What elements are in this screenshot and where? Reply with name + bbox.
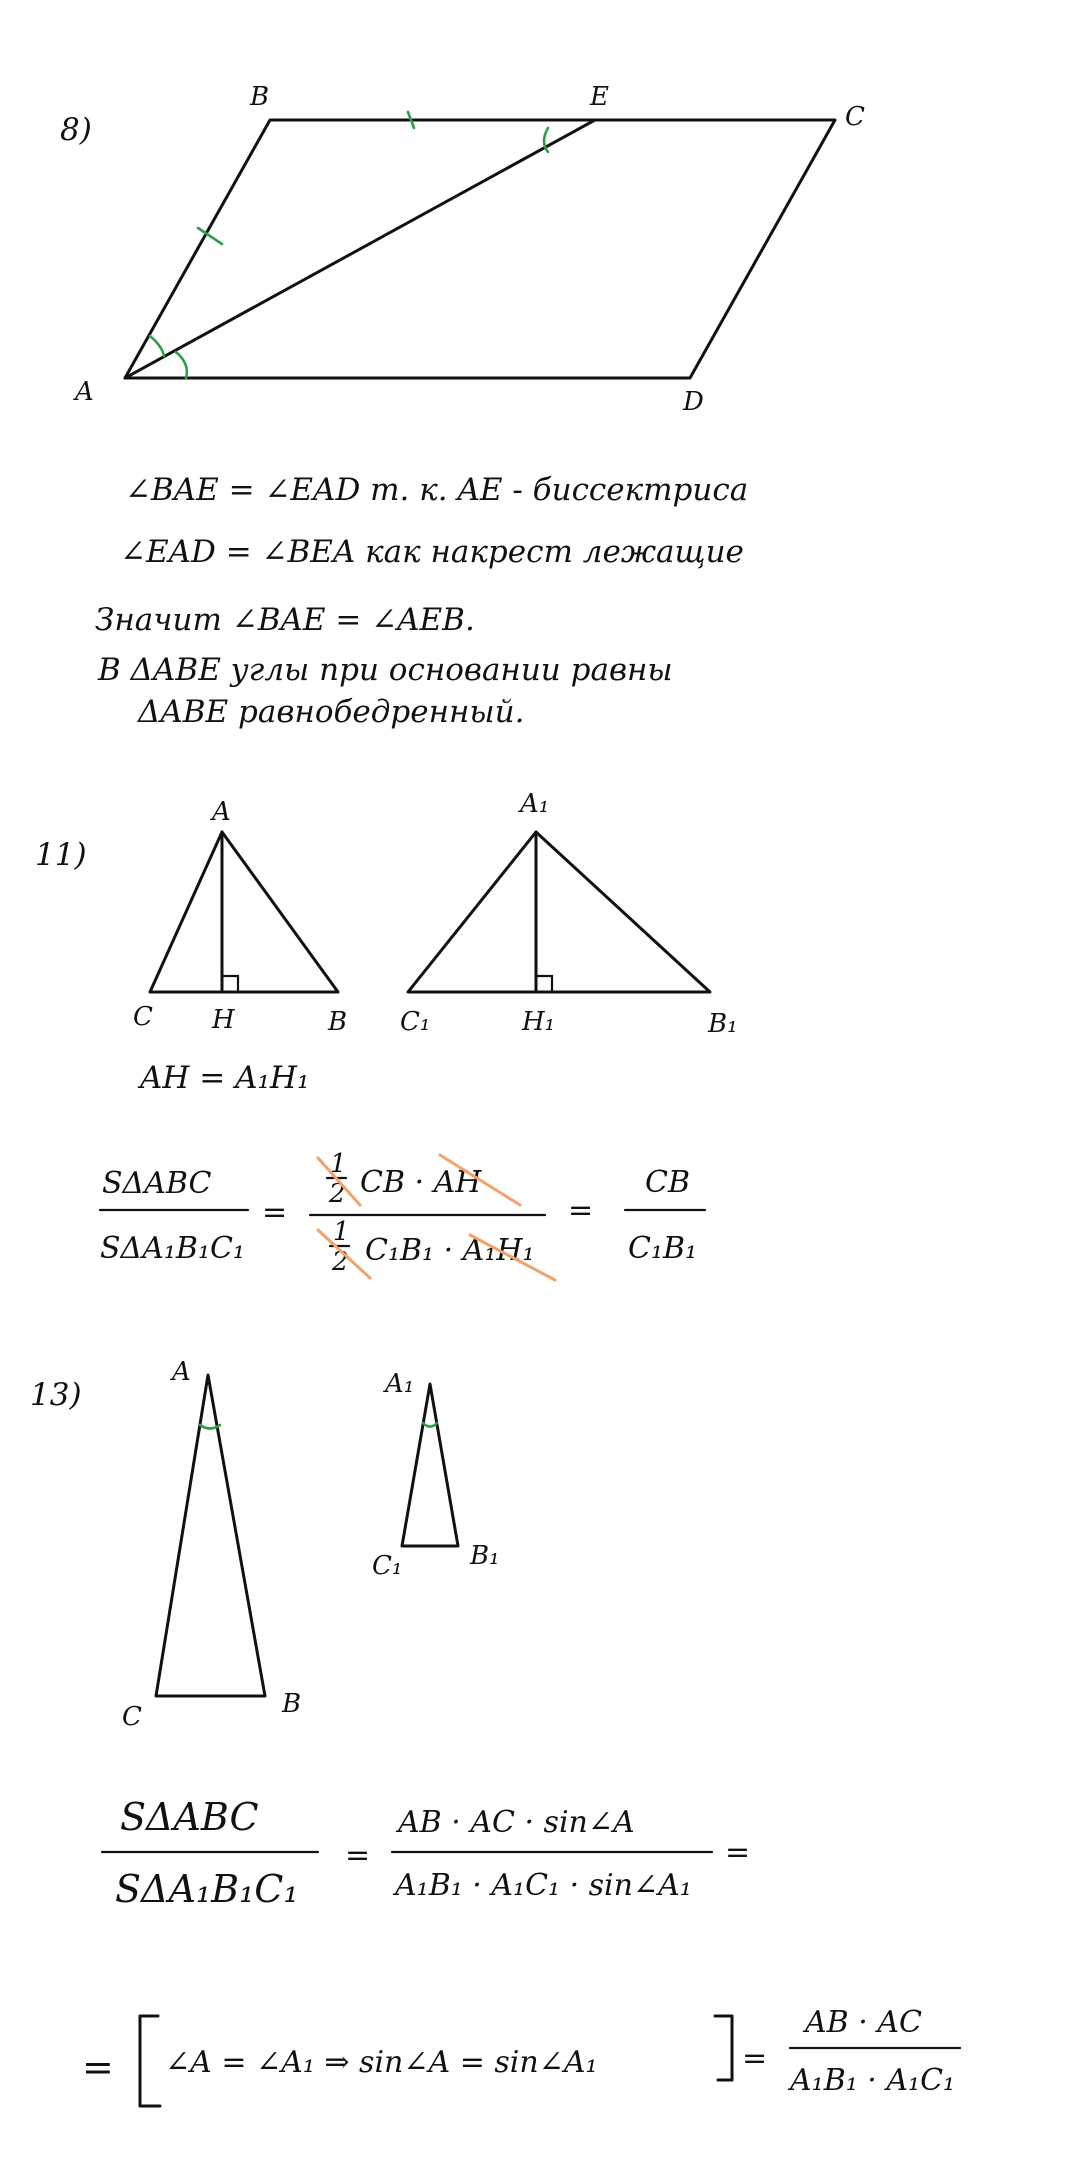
angle-arc-a [200, 1425, 220, 1429]
p13-f2-rhs-denominator: A₁B₁ · A₁C₁ [790, 2063, 956, 2098]
p11-vertex-b: B [328, 1007, 348, 1037]
p13-f1-lhs-denominator: SΔA₁B₁C₁ [115, 1867, 299, 1911]
p8-line-1: ∠BAE = ∠EAD т. к. AE - биссектриса [125, 472, 749, 508]
vertex-a-label: A [75, 377, 94, 407]
p13-f2-right-bracket [715, 2016, 732, 2080]
p13-f1-equals-2: = [725, 1835, 751, 1870]
p13-vertex-c: C [122, 1702, 142, 1732]
triangle-a1b1c1-p11 [408, 832, 710, 992]
triangle-abc-p11 [150, 832, 338, 992]
p13-vertex-b: B [282, 1689, 302, 1719]
p11-mid-denominator: C₁B₁ · A₁H₁ [365, 1233, 535, 1268]
p11-area-ratio-formula [100, 1149, 705, 1280]
p11-vertex-a: A [212, 797, 231, 827]
p11-given: AH = A₁H₁ [140, 1060, 310, 1096]
p13-vertex-b1: B₁ [470, 1541, 500, 1571]
p11-vertex-h1: H₁ [522, 1007, 556, 1037]
p13-area-ratio-formula-2 [82, 2005, 960, 2106]
vertex-b-label: B [250, 82, 270, 112]
angle-arc-bea [544, 128, 548, 152]
triangle-abc-p13 [156, 1375, 265, 1696]
p8-line-5: ΔABE равнобедренный. [138, 694, 525, 730]
parallelogram-abcd [125, 112, 835, 378]
angle-arc-bae [150, 336, 164, 356]
p13-vertex-a: A [172, 1357, 191, 1387]
p11-half-den-bottom: 2 [332, 1247, 349, 1277]
vertex-d-label: D [683, 387, 704, 417]
p11-vertex-a1: A₁ [520, 789, 550, 819]
p11-half-num-bottom: 2 [329, 1179, 346, 1209]
vertex-e-label: E [590, 82, 609, 112]
right-angle-mark-h [222, 976, 238, 992]
triangle-abc-outline [150, 832, 338, 992]
problem-11-number: 11) [35, 837, 87, 873]
p11-vertex-c: C [133, 1002, 153, 1032]
p11-half-num-top: 1 [330, 1149, 347, 1179]
problem-8-number: 8) [60, 112, 92, 148]
angle-arc-a1 [423, 1423, 437, 1427]
triangle-a1b1c1-p13-outline [402, 1384, 458, 1546]
p11-vertex-c1: C₁ [400, 1007, 431, 1037]
p13-f1-rhs-denominator: A₁B₁ · A₁C₁ · sin∠A₁ [395, 1868, 692, 1903]
p8-line-4: В ΔABE углы при основании равны [98, 652, 673, 688]
bisector-ae [125, 120, 595, 378]
problem-13-number: 13) [30, 1377, 82, 1413]
p13-f2-left-bracket [140, 2016, 160, 2106]
p13-f2-bracket-content: ∠A = ∠A₁ ⇒ sin∠A = sin∠A₁ [165, 2045, 598, 2080]
triangle-a1b1c1-p13 [402, 1384, 458, 1546]
p13-f2-rhs-numerator: AB · AC [805, 2005, 922, 2040]
p11-equals-2: = [568, 1193, 594, 1228]
p8-line-2: ∠EAD = ∠BEA как накрест лежащие [120, 534, 744, 570]
p8-line-3: Значит ∠BAE = ∠AEB. [95, 602, 475, 638]
p13-f2-equals-1: = [742, 2041, 768, 2076]
p11-half-den-top: 1 [333, 1217, 350, 1247]
vertex-c-label: C [845, 102, 865, 132]
p11-lhs-denominator: SΔA₁B₁C₁ [100, 1231, 245, 1266]
p11-rhs-numerator: CB [645, 1165, 690, 1200]
p13-vertex-c1: C₁ [372, 1551, 403, 1581]
p13-vertex-a1: A₁ [385, 1369, 415, 1399]
p13-area-ratio-formula-1 [102, 1795, 750, 1911]
p11-vertex-b1: B₁ [708, 1009, 738, 1039]
p13-f1-rhs-numerator: AB · AC · sin∠A [398, 1805, 635, 1840]
p13-f1-lhs-numerator: SΔABC [120, 1795, 259, 1839]
p11-rhs-denominator: C₁B₁ [628, 1231, 698, 1266]
p13-f2-equals-0: = [82, 2045, 114, 2089]
p13-f1-equals-1: = [345, 1838, 371, 1873]
triangle-abc-p13-outline [156, 1375, 265, 1696]
p11-lhs-numerator: SΔABC [102, 1166, 212, 1201]
triangle-a1b1c1-outline [408, 832, 710, 992]
parallelogram-outline [125, 120, 835, 378]
angle-arc-ead [176, 352, 187, 378]
p11-vertex-h: H [212, 1005, 235, 1035]
p11-mid-numerator: CB · AH [360, 1165, 482, 1200]
right-angle-mark-h1 [536, 976, 552, 992]
p11-equals-1: = [262, 1195, 288, 1230]
